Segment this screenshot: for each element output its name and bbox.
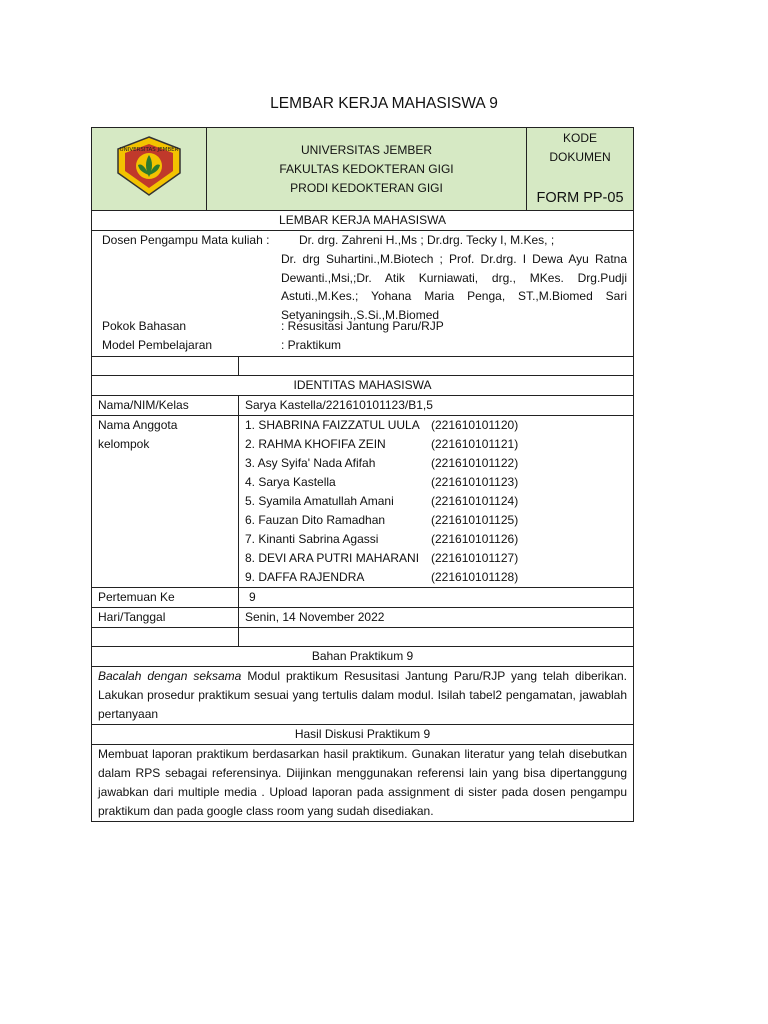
blank-cell <box>92 628 239 647</box>
list-item: 5. Syamila Amatullah Amani (221610101124) <box>245 494 519 508</box>
identity-title: IDENTITAS MAHASISWA <box>92 376 634 396</box>
model-value: : Praktikum <box>281 338 342 352</box>
nama-label: Nama/NIM/Kelas <box>92 396 239 416</box>
dosen-names <box>281 231 627 324</box>
list-item: 7. Kinanti Sabrina Agassi (221610101126) <box>245 532 519 546</box>
faculty-name: FAKULTAS KEDOKTERAN GIGI <box>279 161 454 176</box>
hari-label: Hari/Tanggal <box>92 608 239 628</box>
form-code: FORM PP-05 <box>536 190 624 206</box>
pertemuan-value: 9 <box>239 588 634 608</box>
nama-value: Sarya Kastella/221610101123/B1,5 <box>239 396 634 416</box>
anggota-label-line-1: Nama Anggota <box>98 418 178 432</box>
bahan-text: Modul praktikum Resusitasi Jantung Paru/RJP yang telah diberikan. Lakukan prosedur praktikum sesuai yang tertulis dalam modul. Isilah tabel2 pengamatan, jawablah pertanyaan <box>98 669 628 721</box>
hari-value: Senin, 14 November 2022 <box>239 608 634 628</box>
worksheet-form <box>91 127 634 822</box>
pertemuan-label: Pertemuan Ke <box>92 588 239 608</box>
university-logo <box>114 135 184 197</box>
institution-cell <box>207 128 527 211</box>
list-item: 8. DEVI ARA PUTRI MAHARANI (221610101127) <box>245 551 519 565</box>
list-item: 6. Fauzan Dito Ramadhan (221610101125) <box>245 513 519 527</box>
list-item: 2. RAHMA KHOFIFA ZEIN (221610101121) <box>245 437 519 451</box>
dosen-line-rest: Dr. drg Suhartini.,M.Biotech ; Prof. Dr.drg. I Dewa Ayu Ratna Dewanti.,Msi,;Dr. Atik Kurniawati, drg., MKes. Drg.Pudji Astuti.,M.Kes.; Yohana Maria Penga, ST.,M.Biomed Sari Setyaningsih.,S.Si.,M.Biomed <box>281 252 627 322</box>
hasil-body: Membuat laporan praktikum berdasarkan hasil praktikum. Gunakan literatur yang telah disebutkan dalam RPS sebagai referensinya. Diijinkan menggunakan referensi lain yang bisa dipertanggung jawabkan dari multiple media . Upload laporan pada assignment di sister pada dosen pengampu praktikum dan pada google class room yang sudah disediakan. <box>92 745 634 822</box>
list-item: 1. SHABRINA FAIZZATUL UULA (221610101120) <box>245 418 519 432</box>
anggota-label <box>92 416 239 588</box>
dosen-line-1: Dr. drg. Zahreni H.,Ms ; Dr.drg. Tecky I, M.Kes, ; <box>299 233 555 247</box>
pokok-value: : Resusitasi Jantung Paru/RJP <box>281 319 444 333</box>
dokumen-label: DOKUMEN <box>549 150 611 164</box>
dosen-label: Dosen Pengampu Mata kuliah : <box>102 233 270 247</box>
program-name: PRODI KEDOKTERAN GIGI <box>290 180 443 195</box>
blank-cell <box>92 357 239 376</box>
list-item: 3. Asy Syifa' Nada Afifah (221610101122) <box>245 456 519 470</box>
model-label: Model Pembelajaran <box>102 338 213 352</box>
list-item: 9. DAFFA RAJENDRA (221610101128) <box>245 570 519 584</box>
bahan-title: Bahan Praktikum 9 <box>92 647 634 667</box>
blank-cell <box>239 628 634 647</box>
kode-label: KODE <box>563 131 598 145</box>
pokok-label: Pokok Bahasan <box>102 319 187 333</box>
bahan-italic-lead: Bacalah dengan seksama <box>98 669 242 683</box>
logo-cell <box>92 128 207 211</box>
course-info <box>92 231 634 357</box>
member-list <box>239 416 634 588</box>
bahan-body <box>92 667 634 725</box>
blank-cell <box>239 357 634 376</box>
document-code-cell <box>527 128 634 211</box>
hasil-title: Hasil Diskusi Praktikum 9 <box>92 725 634 745</box>
logo-text: UNIVERSITAS JEMBER <box>119 147 179 153</box>
anggota-label-line-2: kelompok <box>98 437 150 451</box>
page-title: LEMBAR KERJA MAHASISWA 9 <box>270 95 498 112</box>
university-name: UNIVERSITAS JEMBER <box>300 142 433 157</box>
list-item: 4. Sarya Kastella (221610101123) <box>245 475 519 489</box>
section-title: LEMBAR KERJA MAHASISWA <box>92 211 634 231</box>
